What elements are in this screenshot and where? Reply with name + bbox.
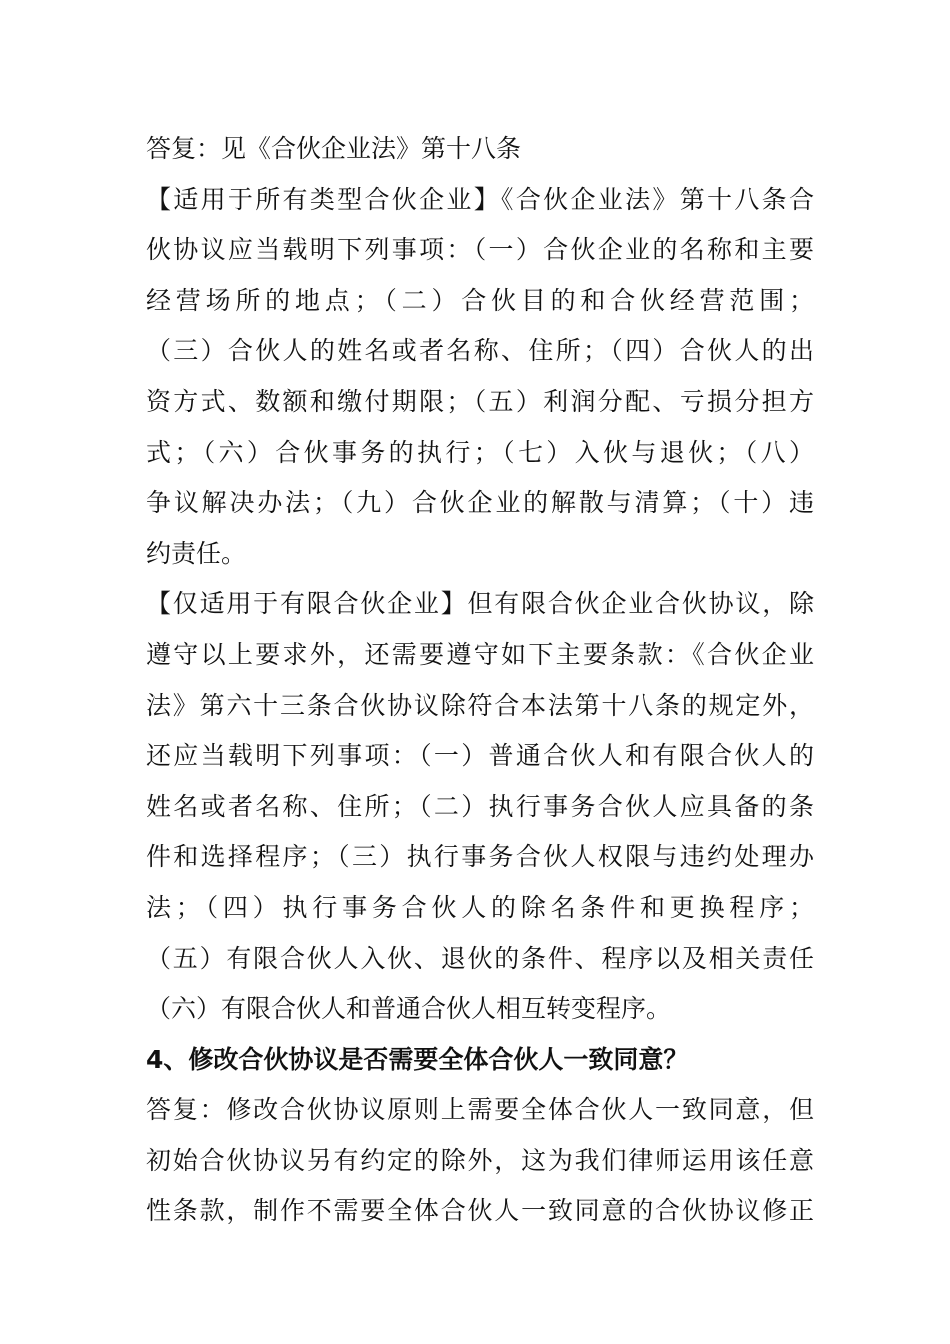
- body-line: 【仅适用于有限合伙企业】但有限合伙企业合伙协议，除: [146, 589, 814, 619]
- reply-line-1: 答复：见《合伙企业法》第十八条: [146, 134, 522, 163]
- body-line: 资方式、数额和缴付期限；（五）利润分配、亏损分担方: [146, 386, 814, 416]
- body-line: （五）有限合伙人入伙、退伙的条件、程序以及相关责任: [146, 943, 814, 973]
- reply-line-2: 答复：修改合伙协议原则上需要全体合伙人一致同意，但: [146, 1095, 814, 1125]
- body-line: 式；（六）合伙事务的执行；（七）入伙与退伙；（八）: [146, 437, 814, 467]
- document-body: [146, 124, 814, 1237]
- body-line: 法；（四）执行事务合伙人的除名条件和更换程序；: [146, 892, 814, 922]
- body-line: 争议解决办法；（九）合伙企业的解散与清算；（十）违: [146, 488, 814, 518]
- body-line: 初始合伙协议另有约定的除外，这为我们律师运用该任意: [146, 1145, 814, 1175]
- body-line: 伙协议应当载明下列事项：（一）合伙企业的名称和主要: [146, 235, 814, 265]
- body-line: 【适用于所有类型合伙企业】《合伙企业法》第十八条合: [146, 184, 814, 214]
- body-line: 件和选择程序；（三）执行事务合伙人权限与违约处理办: [146, 842, 814, 872]
- body-line: （六）有限合伙人和普通合伙人相互转变程序。: [146, 994, 672, 1024]
- body-line: 法》第六十三条合伙协议除符合本法第十八条的规定外，: [146, 690, 814, 720]
- body-line: 经营场所的地点；（二）合伙目的和合伙经营范围；: [146, 285, 814, 315]
- body-line: 性条款，制作不需要全体合伙人一致同意的合伙协议修正: [146, 1196, 814, 1226]
- body-line: 约责任。: [146, 538, 247, 568]
- body-line: 遵守以上要求外，还需要遵守如下主要条款：《合伙企业: [146, 639, 814, 669]
- body-line: （三）合伙人的姓名或者名称、住所；（四）合伙人的出: [146, 336, 814, 366]
- section-heading: 4、修改合伙协议是否需要全体合伙人一致同意？: [146, 1044, 689, 1074]
- body-line: 姓名或者名称、住所；（二）执行事务合伙人应具备的条: [146, 791, 814, 821]
- body-line: 还应当载明下列事项：（一）普通合伙人和有限合伙人的: [146, 741, 814, 771]
